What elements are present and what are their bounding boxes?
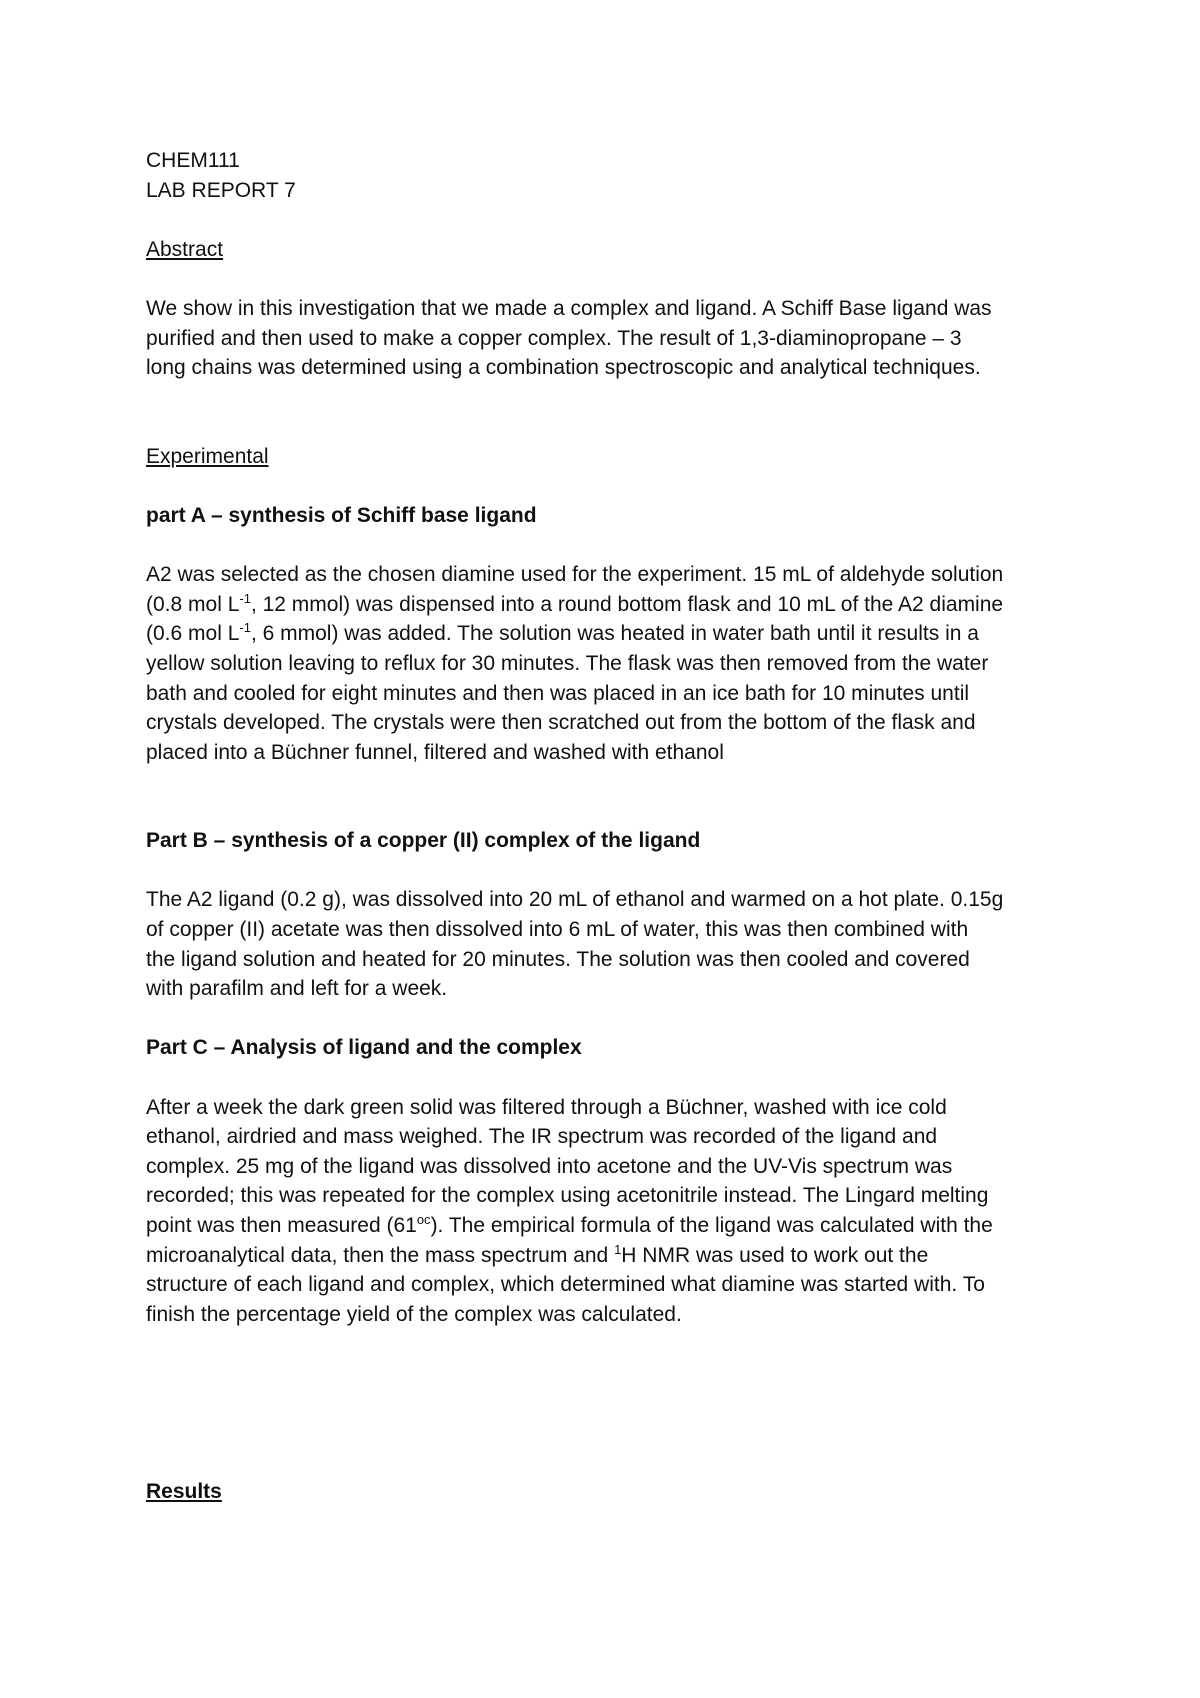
document-page: [146, 146, 1076, 1507]
part-c-line-2: ethanol, airdried and mass weighed. The IR spectrum was recorded of the ligand and: [146, 1125, 938, 1149]
report-title: LAB REPORT 7: [146, 178, 296, 202]
part-c-line-3: complex. 25 mg of the ligand was dissolved into acetone and the UV-Vis spectrum was: [146, 1154, 953, 1178]
part-b-heading: Part B – synthesis of a copper (II) complex of the ligand: [146, 829, 701, 853]
part-c-line-8: finish the percentage yield of the complex was calculated.: [146, 1302, 682, 1326]
part-a-line-1: A2 was selected as the chosen diamine used for the experiment. 15 mL of aldehyde solution: [146, 563, 1004, 587]
part-b-line-1: The A2 ligand (0.2 g), was dissolved into 20 mL of ethanol and warmed on a hot plate. 0.15g: [146, 888, 1004, 912]
part-a-line-5: bath and cooled for eight minutes and then was placed in an ice bath for 10 minutes until: [146, 681, 970, 705]
part-a-line-4: yellow solution leaving to reflux for 30 minutes. The flask was then removed from the water: [146, 651, 989, 675]
abstract-heading: Abstract: [146, 237, 224, 261]
part-c-line-6: microanalytical data, then the mass spectrum and $^1$H NMR was used to work out the: [146, 1241, 929, 1267]
part-c-line-5: point was then measured $(61^{oc})$. The empirical formula of the ligand was calculated with the: [146, 1212, 993, 1237]
part-b-line-4: with parafilm and left for a week.: [146, 977, 448, 1001]
part-b-line-3: the ligand solution and heated for 20 minutes. The solution was then cooled and covered: [146, 947, 970, 971]
part-a-line-2: (0.8 mol $L^{-1}$, 12 mmol) was dispensed into a round bottom flask and 10 mL of the A2 diamine: [146, 590, 1004, 616]
results-heading: Results: [146, 1480, 222, 1504]
course-code: CHEM111: [146, 149, 240, 172]
abstract-line-3: long chains was determined using a combination spectroscopic and analytical techniques.: [146, 356, 981, 380]
part-a-line-6: crystals developed. The crystals were then scratched out from the bottom of the flask and: [146, 711, 976, 735]
part-c-line-1: After a week the dark green solid was filtered through a Büchner, washed with ice cold: [146, 1095, 947, 1119]
abstract-line-1: We show in this investigation that we made a complex and ligand. A Schiff Base ligand was: [146, 296, 992, 320]
part-c-line-7: structure of each ligand and complex, which determined what diamine was started with. To: [146, 1273, 985, 1297]
part-a-line-3: (0.6 mol $L^{-1}$, 6 mmol) was added. The solution was heated in water bath until it results in a: [146, 620, 979, 646]
part-b-line-2: of copper (II) acetate was then dissolved into 6 mL of water, this was then combined with: [146, 918, 969, 942]
part-c-line-4: recorded; this was repeated for the complex using acetonitrile instead. The Lingard melting: [146, 1184, 989, 1208]
abstract-line-2: purified and then used to make a copper complex. The result of 1,3-diaminopropane – 3: [146, 326, 962, 350]
part-a-line-7: placed into a Büchner funnel, filtered and washed with ethanol: [146, 740, 724, 764]
part-a-heading: part A – synthesis of Schiff base ligand: [146, 503, 537, 527]
part-c-heading: Part C – Analysis of ligand and the complex: [146, 1036, 582, 1060]
experimental-heading: Experimental: [146, 444, 269, 468]
